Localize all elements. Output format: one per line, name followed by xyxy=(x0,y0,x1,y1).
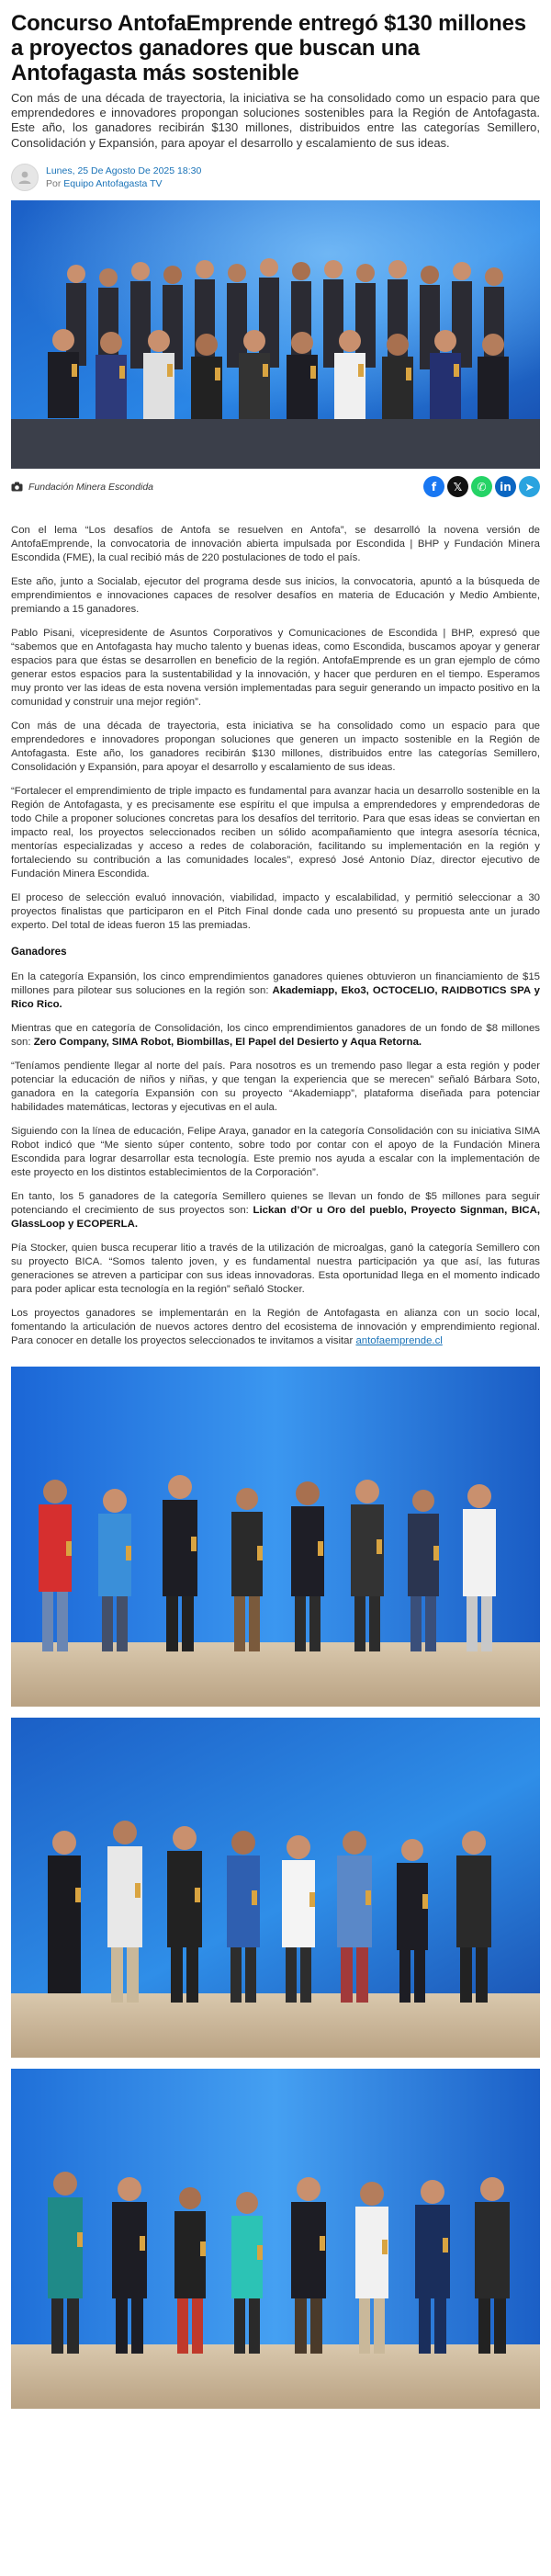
p11-text: En tanto, los 5 ganadores de la categoría Semillero quienes se llevan un fondo de $5 millones para seguir potenciando el crecimiento de sus proyectos son: xyxy=(11,1190,540,1216)
body-paragraph-9: “Teníamos pendiente llegar al norte del país. Para nosotros es un tremendo paso llegar a esta región y poder potenciar la educación de niños y niñas, y que tengan la experiencia que se merecen” señaló Bárbara Soto, ganadora en la categoría Expansión con su proyecto “Akademiapp”, plataforma diseñada para potenciar habilidades matemáticas, lectoras y ejecutivas en el aula. xyxy=(11,1060,540,1113)
gallery-photo-1 xyxy=(11,1367,540,1707)
author-link[interactable]: Equipo Antofagasta TV xyxy=(63,177,163,189)
photo-meta-bar xyxy=(11,476,540,498)
p13-text: Los proyectos ganadores se implementarán en la Región de Antofagasta en alianza con un socio local, fomentando la articulación de nuevos actores dentro del ecosistema de innovación y emprendimiento regional. Para conocer en detalle los proyectos seleccionados te invitamos a visitar xyxy=(11,1307,540,1346)
photo-credit: Fundación Minera Escondida xyxy=(28,481,153,493)
author-avatar[interactable] xyxy=(11,164,39,191)
p7-winners: Akademiapp, Eko3, OCTOCELIO, RAIDBOTICS SPA y Rico Rico. xyxy=(11,984,540,1010)
byline xyxy=(11,162,540,193)
facebook-share-icon[interactable]: f xyxy=(423,476,444,497)
p7-text: En la categoría Expansión, los cinco emprendimientos ganadores quienes obtuvieron un financiamiento de $15 millones para pilotear sus soluciones en la región son: xyxy=(11,970,540,996)
body-paragraph-5: “Fortalecer el emprendimiento de triple impacto es fundamental para avanzar hacia un desarrollo sostenible en la Región de Antofagasta, y es precisamente ese espíritu el que impulsa a emprendedores y emprendedoras de todo Chile a proponer soluciones concretas para los desafíos del territorio. Para que esas ideas se conviertan en impacto real, los proyectos seleccionados reciben un sólido acompañamiento que integra asesoría técnica, mentorías especializadas y acceso a redes de colaboración, facilitando su implementación en la región y fortaleciendo su contribución a las comunidades locales”, expresó José Antonio Díaz, director ejecutivo de Fundación Minera Escondida. xyxy=(11,785,540,879)
hero-photo xyxy=(11,200,540,469)
photo-caption xyxy=(11,482,153,493)
telegram-share-icon[interactable]: ➤ xyxy=(519,476,540,497)
body-paragraph-2: Este año, junto a Socialab, ejecutor del programa desde sus inicios, la convocatoria, apuntó a la búsqueda de emprendimientos e innovaciones capaces de resolver desafíos en materia de Educación y Medio Ambiente, premiando a 15 ganadores. xyxy=(11,575,540,615)
body-paragraph-10: Siguiendo con la línea de educación, Felipe Araya, ganador en la categoría Consolidación con su iniciativa SIMA Robot indicó que “Me siento súper contento, sobre todo por contar con el apoyo de la Fundación Minera Escondida para lograr desarrollar esta tecnología. Este premio nos ayuda a escalar con la implementación de este proyecto en los distintos establecimientos de la Corporación”. xyxy=(11,1125,540,1178)
p8-winners: Zero Company, SIMA Robot, Biombillas, El Papel del Desierto y Aqua Retorna. xyxy=(33,1036,422,1048)
linkedin-share-icon[interactable]: in xyxy=(495,476,516,497)
body-paragraph-4: Con más de una década de trayectoria, esta iniciativa se ha consolidado como un espacio para que emprendedores e innovadores propongan soluciones que generen un impacto sostenible en la Región de Antofagasta. Este año, los ganadores recibirán $130 millones, distribuidos entre las categorías Semillero, Consolidación y Expansión, para apoyar el desarrollo y escalamiento de sus ideas. xyxy=(11,720,540,773)
author-line xyxy=(46,177,201,190)
author-prefix: Por xyxy=(46,177,62,189)
antofaemprende-link[interactable]: antofaemprende.cl xyxy=(355,1334,443,1346)
user-icon xyxy=(17,169,33,186)
article-lede: Con más de una década de trayectoria, la iniciativa se ha consolidado como un espacio para que emprendedores e innovadores propongan soluciones sostenibles para la Región de Antofagasta. Este año, los ganadores recibirán $130 millones, distribuidos entre las categorías Semillero, Consolidación y Expansión, para apoyar el desarrollo y escalamiento de sus ideas. xyxy=(11,91,540,150)
body-paragraph-12: Pía Stocker, quien busca recuperar litio a través de la utilización de microalgas, ganó la categoría Semillero con su proyecto BICA. “Somos talento joven, y es fundamental nuestra participación ya que así, las futuras generaciones se atreven a participar con sus ideas innovadoras. Esta oportunidad llega en el momento indicado para poder aplicar esta tecnología en la región” señaló Stocker. xyxy=(11,1242,540,1295)
p11-winners: Lickan d’Or u Oro del pueblo, Proyecto Signman, BICA, GlassLoop y ECOPERLA. xyxy=(11,1204,540,1230)
x-share-icon[interactable]: 𝕏 xyxy=(447,476,468,497)
body-paragraph-3: Pablo Pisani, vicepresidente de Asuntos Corporativos y Comunicaciones de Escondida | BHP, expresó que “sabemos que en Antofagasta hay mucho talento y buenas ideas, como Escondida, buscamos apoyar y generar espacios para que éstas se desarrollen en beneficio de la región. AntofaEmprende es un gran ejemplo de cómo generar estos espacios para la sustentabilidad y la innovación, y hacer que perduren en el tiempo. Esperamos muy pronto ver las ideas de esta novena versión implementadas para seguir generando un impacto positivo en la comunidad y construir una mejor región”. xyxy=(11,627,540,708)
gallery-photo-3 xyxy=(11,2069,540,2409)
p8-text: Mientras que en categoría de Consolidación, los cinco emprendimientos ganadores de un fondo de $8 millones son: xyxy=(11,1022,540,1048)
body-paragraph-8 xyxy=(11,1022,540,1050)
share-buttons xyxy=(423,476,540,497)
body-paragraph-13 xyxy=(11,1307,540,1348)
camera-icon xyxy=(11,482,23,492)
gallery-photo-2 xyxy=(11,1718,540,2058)
body-paragraph-7 xyxy=(11,970,540,1012)
body-paragraph-6: El proceso de selección evaluó innovación, viabilidad, impacto y escalabilidad, y permitió seleccionar a 30 proyectos finalistas que participaron en el Pitch Final donde cada uno presentó su propuesta ante un jurado experto. Del total de ideas fueron 15 las premiadas. xyxy=(11,891,540,931)
publish-date: Lunes, 25 De Agosto De 2025 18:30 xyxy=(46,165,202,176)
body-paragraph-11 xyxy=(11,1190,540,1231)
whatsapp-share-icon[interactable]: ✆ xyxy=(471,476,492,497)
body-paragraph-1: Con el lema “Los desafíos de Antofa se resuelven en Antofa”, se desarrolló la novena versión de AntofaEmprende, la convocatoria de innovación abierta impulsada por Escondida | BHP y Fundación Minera Escondida (FME), la cual recibió más de 220 postulaciones de todo el país. xyxy=(11,524,540,563)
article-title: Concurso AntofaEmprende entregó $130 millones a proyectos ganadores que buscan una Antofagasta más sostenible xyxy=(11,11,526,85)
section-heading-ganadores: Ganadores xyxy=(11,945,67,958)
article-body xyxy=(11,524,540,1348)
